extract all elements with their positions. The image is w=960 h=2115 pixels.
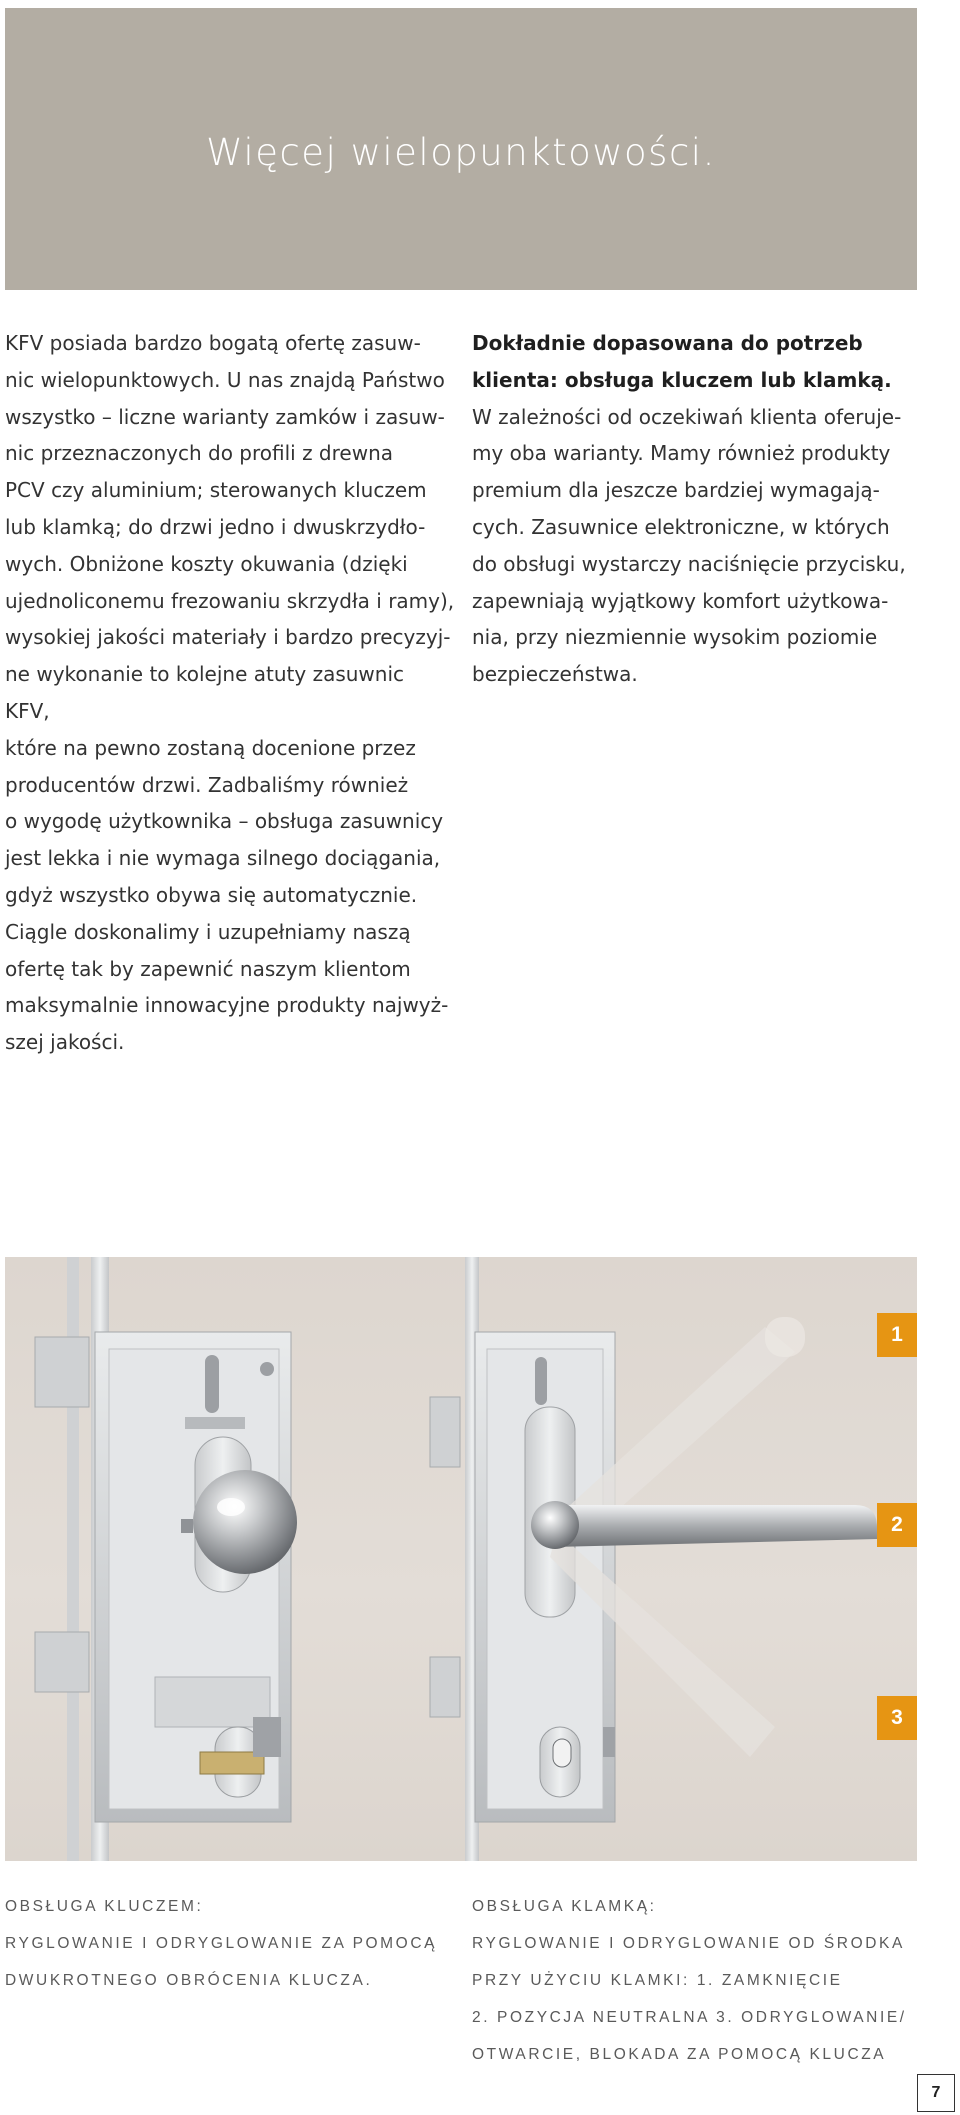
intro-right-paragraph: W zależności od oczekiwań klienta oferuje- my oba warianty. Mamy również produkty premium dla jeszcze bardziej wymagają- cych. Zasuwnice elektroniczne, w których do obsługi wystarczy naciśnięcie przycisku, zapewniają wyjątkowy komfort użytkowa- nia, przy niezmiennie wysokim poziomie bezpieczeństwa. [472,404,906,687]
caption-body: RYGLOWANIE I ODRYGLOWANIE ZA POMOCĄ DWUKROTNEGO OBRÓCENIA KLUCZA. [5,1935,438,1989]
key-lock-illustration [35,1257,297,1861]
intro-lead-heading: Dokładnie dopasowana do potrzeb klienta: obsługa kluczem lub klamką. [472,331,892,392]
page-title: Więcej wielopunktowości. [206,130,716,174]
step-badge-1: 1 [877,1313,917,1357]
step-badge-3: 3 [877,1696,917,1740]
caption-title: OBSŁUGA KLAMKĄ: [472,1898,657,1915]
caption-handle-operation [472,1888,922,2073]
caption-key-operation [5,1888,455,1999]
intro-left-column [5,325,455,1061]
page-number: 7 [917,2074,955,2112]
handle-lock-illustration [430,1257,877,1861]
caption-body: RYGLOWANIE I ODRYGLOWANIE OD ŚRODKA PRZY UŻYCIU KLAMKI: 1. ZAMKNIĘCIE 2. POZYCJA NEUTRALNA 3. ODRYGLOWANIE/ OTWARCIE, BLOKADA ZA POMOCĄ KLUCZA [472,1935,907,2063]
intro-right-column [472,325,922,693]
header-banner [5,8,917,290]
product-photo [5,1257,917,1861]
intro-paragraph: KFV posiada bardzo bogatą ofertę zasuw- nic wielopunktowych. U nas znajdą Państwo wszystko – liczne warianty zamków i zasuw- nic przeznaczonych do profili z drewna PCV czy aluminium; sterowanych kluczem lub klamką; do drzwi jedno i dwuskrzydło- wych. Obniżone koszty okuwania (dzięki ujednoliconemu frezowaniu skrzydła i ramy), wysokiej jakości materiały i bardzo precyzyj- ne wykonanie to kolejne atuty zasuwnic KFV, które na pewno zostaną docenione przez producentów drzwi. Zadbaliśmy również o wygodę użytkownika – obsługa zasuwnicy jest lekka i nie wymaga silnego dociągania, gdyż wszystko obywa się automatycznie. Ciągle doskonalimy i uzupełniamy naszą ofertę tak by zapewnić naszym klientom maksymalnie innowacyjne produkty najwyż- szej jakości. [5,331,455,1055]
caption-title: OBSŁUGA KLUCZEM: [5,1898,204,1915]
step-badge-2: 2 [877,1503,917,1547]
lock-illustration [5,1257,917,1861]
